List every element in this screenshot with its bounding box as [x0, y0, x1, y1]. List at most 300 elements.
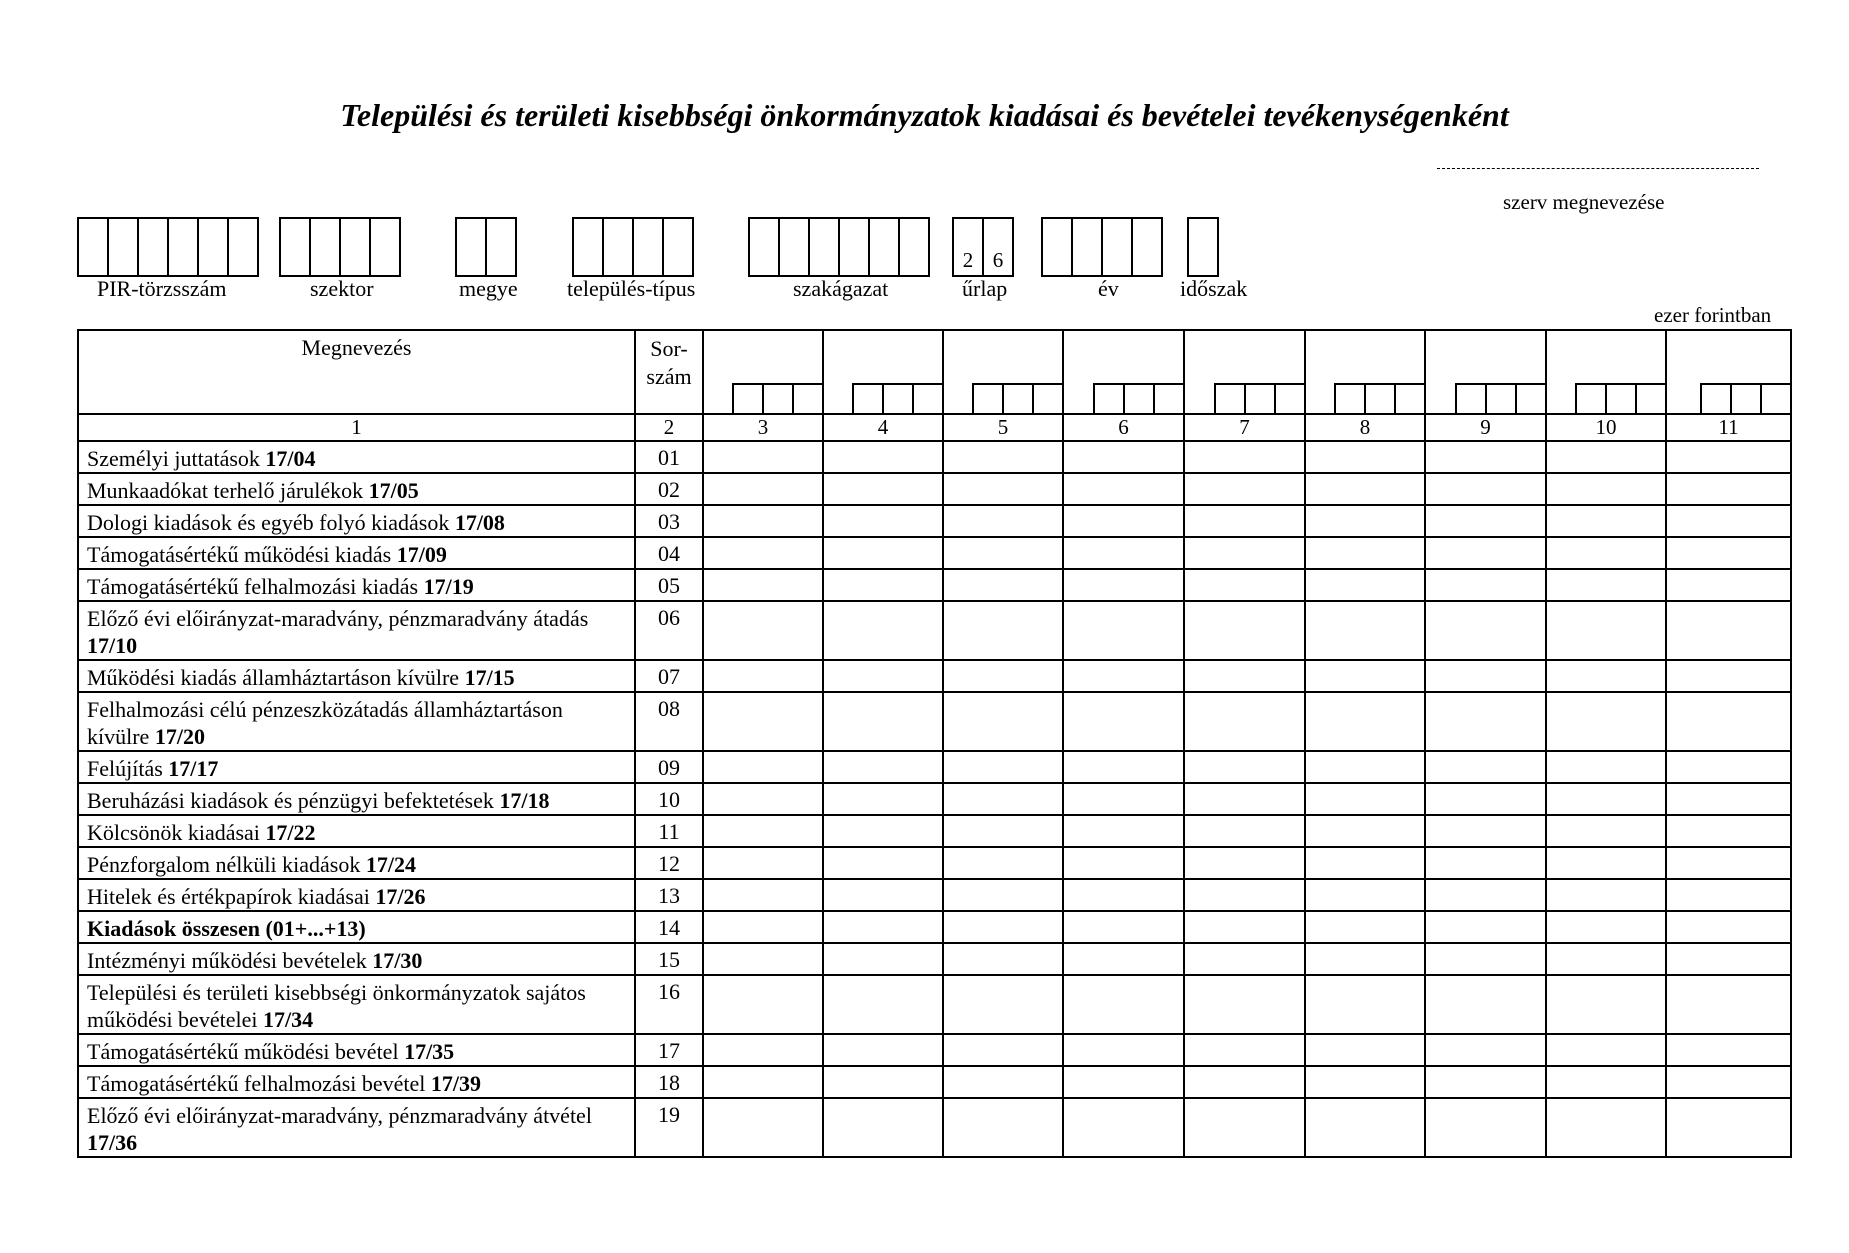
col-number: 4 [823, 414, 943, 441]
value-cell[interactable] [943, 441, 1063, 473]
row-label [78, 473, 635, 505]
telepules-label: település-típus [567, 276, 696, 301]
value-cell[interactable] [943, 660, 1063, 692]
data-table [77, 329, 1792, 1158]
value-cell[interactable] [703, 1066, 823, 1098]
col-number: 2 [635, 414, 703, 441]
header-sorszam [635, 330, 703, 414]
szektor-label: szektor [310, 276, 374, 301]
value-cell[interactable] [1425, 473, 1546, 505]
value-cell[interactable] [943, 815, 1063, 847]
row-ref: 17/24 [365, 852, 416, 877]
row-text: Személyi juttatások [87, 446, 266, 471]
urlap-label: űrlap [962, 276, 1008, 301]
table-row [78, 943, 1791, 975]
value-cell[interactable] [703, 879, 823, 911]
value-cell[interactable] [1425, 537, 1546, 569]
value-cell[interactable] [823, 569, 943, 601]
table-row [78, 1034, 1791, 1066]
value-cell[interactable] [823, 975, 943, 1034]
header-col-10[interactable] [1546, 330, 1666, 414]
row-text: Beruházási kiadások és pénzügyi befektetések [87, 788, 500, 813]
value-cell[interactable] [703, 660, 823, 692]
value-cell[interactable] [1063, 537, 1184, 569]
value-cell[interactable] [1666, 473, 1791, 505]
value-cell[interactable] [703, 601, 823, 660]
col-number: 11 [1666, 414, 1791, 441]
value-cell[interactable] [943, 943, 1063, 975]
urlap-boxes [952, 217, 1014, 277]
header-col-9[interactable] [1425, 330, 1546, 414]
value-cell[interactable] [1666, 847, 1791, 879]
unit-label: ezer forintban [1654, 303, 1772, 327]
value-cell[interactable] [703, 692, 823, 751]
page-title: Települési és területi kisebbségi önkormányzatok kiadásai és bevételei tevékenységenként [340, 97, 1509, 133]
value-cell[interactable] [943, 1066, 1063, 1098]
value-cell[interactable] [1425, 692, 1546, 751]
row-number: 06 [635, 601, 703, 660]
row-text: Előző évi előirányzat-maradvány, pénzmaradvány átadás [87, 606, 589, 631]
value-cell[interactable] [823, 879, 943, 911]
value-cell[interactable] [1184, 975, 1305, 1034]
value-cell[interactable] [1546, 975, 1666, 1034]
value-cell[interactable] [1666, 441, 1791, 473]
value-cell[interactable] [1425, 815, 1546, 847]
row-ref: 17/20 [154, 724, 205, 749]
row-ref: Kiadások összesen (01+...+13) [87, 916, 366, 941]
value-cell[interactable] [1305, 537, 1425, 569]
value-cell[interactable] [1666, 505, 1791, 537]
row-ref: 17/18 [499, 788, 550, 813]
table-row [78, 975, 1791, 1034]
col-number: 7 [1184, 414, 1305, 441]
value-cell[interactable] [823, 751, 943, 783]
szektor-boxes[interactable] [279, 217, 401, 277]
header-col-7[interactable] [1184, 330, 1305, 414]
value-cell[interactable] [1546, 1066, 1666, 1098]
value-cell[interactable] [1184, 660, 1305, 692]
header-col-4[interactable] [823, 330, 943, 414]
value-cell[interactable] [1184, 783, 1305, 815]
value-cell[interactable] [1063, 879, 1184, 911]
value-cell[interactable] [1063, 1066, 1184, 1098]
telepules-boxes[interactable] [572, 217, 694, 277]
value-cell[interactable] [1546, 569, 1666, 601]
value-cell[interactable] [1666, 751, 1791, 783]
value-cell[interactable] [1666, 692, 1791, 751]
value-cell[interactable] [1666, 975, 1791, 1034]
row-number: 09 [635, 751, 703, 783]
row-number: 15 [635, 943, 703, 975]
value-cell[interactable] [1063, 783, 1184, 815]
row-ref: 17/10 [87, 633, 138, 658]
row-label [78, 879, 635, 911]
row-ref: 17/19 [423, 574, 474, 599]
value-cell[interactable] [1425, 660, 1546, 692]
row-text: Dologi kiadások és egyéb folyó kiadások [87, 510, 455, 535]
value-cell[interactable] [1425, 783, 1546, 815]
value-cell[interactable] [1546, 1098, 1666, 1157]
value-cell[interactable] [1425, 441, 1546, 473]
org-name-line [1437, 168, 1759, 169]
urlap-digit: 2 [962, 248, 974, 272]
row-text: Munkaadókat terhelő járulékok [87, 478, 369, 503]
row-text: Támogatásértékű felhalmozási kiadás [87, 574, 424, 599]
value-cell[interactable] [1425, 975, 1546, 1034]
header-sor-line1: Sor- [650, 336, 688, 361]
row-text: Kölcsönök kiadásai [87, 820, 266, 845]
value-cell[interactable] [1546, 692, 1666, 751]
value-cell[interactable] [703, 505, 823, 537]
value-cell[interactable] [703, 751, 823, 783]
value-cell[interactable] [943, 537, 1063, 569]
header-row [78, 330, 1791, 414]
value-cell[interactable] [1063, 660, 1184, 692]
value-cell[interactable] [1184, 441, 1305, 473]
urlap-digit: 6 [992, 248, 1004, 272]
value-cell[interactable] [1184, 1034, 1305, 1066]
table-row [78, 537, 1791, 569]
row-label [78, 975, 635, 1034]
value-cell[interactable] [1184, 815, 1305, 847]
value-cell[interactable] [1425, 1066, 1546, 1098]
value-cell[interactable] [1666, 1098, 1791, 1157]
value-cell[interactable] [1666, 569, 1791, 601]
value-cell[interactable] [703, 943, 823, 975]
header-col-8[interactable] [1305, 330, 1425, 414]
row-ref: 17/30 [372, 948, 423, 973]
value-cell[interactable] [1546, 815, 1666, 847]
value-cell[interactable] [1546, 847, 1666, 879]
value-cell[interactable] [1425, 1034, 1546, 1066]
value-cell[interactable] [703, 1098, 823, 1157]
value-cell[interactable] [1184, 692, 1305, 751]
value-cell[interactable] [1063, 911, 1184, 943]
value-cell[interactable] [1546, 751, 1666, 783]
row-label [78, 601, 635, 660]
value-cell[interactable] [1305, 943, 1425, 975]
row-text: Támogatásértékű felhalmozási bevétel [87, 1071, 431, 1096]
idoszak-boxes[interactable] [1187, 217, 1219, 277]
value-cell[interactable] [703, 911, 823, 943]
header-sor-line2: szám [646, 364, 692, 389]
value-cell[interactable] [703, 815, 823, 847]
row-label [78, 1098, 635, 1157]
value-cell[interactable] [823, 505, 943, 537]
row-ref: 17/36 [87, 1130, 138, 1155]
value-cell[interactable] [823, 911, 943, 943]
value-cell[interactable] [823, 815, 943, 847]
value-cell[interactable] [1063, 569, 1184, 601]
row-number: 02 [635, 473, 703, 505]
row-ref: 17/35 [404, 1039, 455, 1064]
row-ref: 17/17 [168, 756, 219, 781]
value-cell[interactable] [1425, 943, 1546, 975]
row-label [78, 441, 635, 473]
value-cell[interactable] [1666, 879, 1791, 911]
table-row [78, 847, 1791, 879]
value-cell[interactable] [823, 1066, 943, 1098]
value-cell[interactable] [1305, 1034, 1425, 1066]
value-cell[interactable] [1305, 847, 1425, 879]
value-cell[interactable] [1184, 569, 1305, 601]
value-cell[interactable] [823, 943, 943, 975]
value-cell[interactable] [1305, 1066, 1425, 1098]
value-cell[interactable] [703, 1034, 823, 1066]
value-cell[interactable] [1063, 847, 1184, 879]
value-cell[interactable] [1546, 473, 1666, 505]
value-cell[interactable] [1184, 1098, 1305, 1157]
value-cell[interactable] [1546, 1034, 1666, 1066]
value-cell[interactable] [943, 505, 1063, 537]
value-cell[interactable] [1305, 783, 1425, 815]
row-number: 08 [635, 692, 703, 751]
row-text: Felújítás [87, 756, 169, 781]
value-cell[interactable] [1546, 505, 1666, 537]
row-text: Települési és területi kisebbségi önkormányzatok sajátos működési bevételei [87, 980, 586, 1032]
table-row [78, 660, 1791, 692]
value-cell[interactable] [943, 751, 1063, 783]
value-cell[interactable] [1666, 943, 1791, 975]
row-ref: 17/26 [375, 884, 426, 909]
value-cell[interactable] [1305, 879, 1425, 911]
value-cell[interactable] [703, 537, 823, 569]
value-cell[interactable] [1063, 943, 1184, 975]
ev-label: év [1098, 276, 1119, 301]
value-cell[interactable] [943, 692, 1063, 751]
ev-boxes[interactable] [1041, 217, 1163, 277]
value-cell[interactable] [1305, 441, 1425, 473]
value-cell[interactable] [1425, 879, 1546, 911]
value-cell[interactable] [1666, 815, 1791, 847]
col-number: 8 [1305, 414, 1425, 441]
value-cell[interactable] [1305, 692, 1425, 751]
value-cell[interactable] [823, 441, 943, 473]
value-cell[interactable] [943, 473, 1063, 505]
value-cell[interactable] [1063, 975, 1184, 1034]
col-number: 1 [78, 414, 635, 441]
row-number: 13 [635, 879, 703, 911]
org-name-label: szerv megnevezése [1503, 190, 1665, 214]
value-cell[interactable] [1546, 537, 1666, 569]
value-cell[interactable] [1063, 473, 1184, 505]
value-cell[interactable] [1546, 441, 1666, 473]
value-cell[interactable] [703, 473, 823, 505]
value-cell[interactable] [1305, 601, 1425, 660]
row-number: 05 [635, 569, 703, 601]
row-label [78, 943, 635, 975]
col-number: 9 [1425, 414, 1546, 441]
value-cell[interactable] [1666, 537, 1791, 569]
szakagazat-boxes[interactable] [748, 217, 930, 277]
row-text: Felhalmozási célú pénzeszközátadás államháztartáson kívülre [87, 697, 563, 749]
row-number: 12 [635, 847, 703, 879]
value-cell[interactable] [1063, 692, 1184, 751]
pir-label: PIR-törzsszám [97, 276, 227, 301]
value-cell[interactable] [1184, 537, 1305, 569]
value-cell[interactable] [1425, 751, 1546, 783]
value-cell[interactable] [1063, 441, 1184, 473]
value-cell[interactable] [1305, 473, 1425, 505]
col-number: 6 [1063, 414, 1184, 441]
value-cell[interactable] [823, 847, 943, 879]
value-cell[interactable] [1546, 911, 1666, 943]
value-cell[interactable] [1546, 660, 1666, 692]
value-cell[interactable] [703, 441, 823, 473]
row-number: 04 [635, 537, 703, 569]
row-number: 17 [635, 1034, 703, 1066]
value-cell[interactable] [1305, 975, 1425, 1034]
megye-boxes[interactable] [455, 217, 517, 277]
value-cell[interactable] [943, 911, 1063, 943]
row-ref: 17/05 [368, 478, 419, 503]
value-cell[interactable] [943, 1034, 1063, 1066]
value-cell[interactable] [1184, 879, 1305, 911]
value-cell[interactable] [703, 975, 823, 1034]
value-cell[interactable] [1546, 783, 1666, 815]
row-ref: 17/39 [430, 1071, 482, 1096]
idoszak-label: időszak [1180, 276, 1248, 301]
table-row [78, 692, 1791, 751]
row-text: Támogatásértékű működési bevétel [87, 1039, 405, 1064]
col-number: 5 [943, 414, 1063, 441]
row-ref: 17/22 [265, 820, 316, 845]
row-label [78, 815, 635, 847]
header-col-5[interactable] [943, 330, 1063, 414]
row-ref: 17/15 [464, 665, 515, 690]
value-cell[interactable] [1425, 911, 1546, 943]
value-cell[interactable] [1666, 660, 1791, 692]
column-number-row [78, 414, 1791, 441]
value-cell[interactable] [1184, 1066, 1305, 1098]
row-ref: 17/34 [262, 1007, 314, 1032]
row-text: Támogatásértékű működési kiadás [87, 542, 397, 567]
value-cell[interactable] [1425, 1098, 1546, 1157]
value-cell[interactable] [1184, 473, 1305, 505]
row-label [78, 1034, 635, 1066]
value-cell[interactable] [943, 601, 1063, 660]
value-cell[interactable] [1063, 1034, 1184, 1066]
col-number: 10 [1546, 414, 1666, 441]
value-cell[interactable] [703, 847, 823, 879]
table-row [78, 505, 1791, 537]
value-cell[interactable] [1305, 1098, 1425, 1157]
row-text: Hitelek és értékpapírok kiadásai [87, 884, 376, 909]
pir-boxes[interactable] [77, 217, 259, 277]
table-row [78, 569, 1791, 601]
megye-label: megye [459, 276, 518, 301]
table-row [78, 1098, 1791, 1157]
value-cell[interactable] [943, 569, 1063, 601]
header-col-3[interactable] [703, 330, 823, 414]
header-name: Megnevezés [78, 330, 635, 414]
table-row [78, 783, 1791, 815]
row-number: 11 [635, 815, 703, 847]
value-cell[interactable] [823, 692, 943, 751]
row-text: Előző évi előirányzat-maradvány, pénzmaradvány átvétel [87, 1103, 592, 1128]
value-cell[interactable] [1305, 660, 1425, 692]
value-cell[interactable] [1184, 847, 1305, 879]
value-cell[interactable] [1184, 943, 1305, 975]
value-cell[interactable] [1666, 601, 1791, 660]
value-cell[interactable] [1063, 1098, 1184, 1157]
value-cell[interactable] [1184, 751, 1305, 783]
value-cell[interactable] [1305, 815, 1425, 847]
value-cell[interactable] [1305, 751, 1425, 783]
value-cell[interactable] [943, 975, 1063, 1034]
value-cell[interactable] [943, 879, 1063, 911]
header-col-11[interactable] [1666, 330, 1791, 414]
value-cell[interactable] [943, 1098, 1063, 1157]
row-label [78, 1066, 635, 1098]
row-number: 14 [635, 911, 703, 943]
row-text: Működési kiadás államháztartáson kívülre [87, 665, 465, 690]
value-cell[interactable] [943, 783, 1063, 815]
table-row [78, 441, 1791, 473]
value-cell[interactable] [1546, 601, 1666, 660]
value-cell[interactable] [823, 1034, 943, 1066]
value-cell[interactable] [1063, 601, 1184, 660]
value-cell[interactable] [1546, 879, 1666, 911]
value-cell[interactable] [823, 537, 943, 569]
value-cell[interactable] [1546, 943, 1666, 975]
row-ref: 17/08 [454, 510, 505, 535]
row-label [78, 537, 635, 569]
row-label [78, 692, 635, 751]
value-cell[interactable] [1305, 911, 1425, 943]
value-cell[interactable] [1305, 505, 1425, 537]
row-label [78, 783, 635, 815]
table-row [78, 815, 1791, 847]
value-cell[interactable] [703, 783, 823, 815]
value-cell[interactable] [943, 847, 1063, 879]
value-cell[interactable] [1184, 601, 1305, 660]
value-cell[interactable] [703, 569, 823, 601]
value-cell[interactable] [1063, 751, 1184, 783]
value-cell[interactable] [823, 473, 943, 505]
table-row [78, 879, 1791, 911]
row-number: 19 [635, 1098, 703, 1157]
value-cell[interactable] [823, 601, 943, 660]
row-label [78, 751, 635, 783]
value-cell[interactable] [1425, 505, 1546, 537]
value-cell[interactable] [1184, 911, 1305, 943]
header-col-6[interactable] [1063, 330, 1184, 414]
row-number: 18 [635, 1066, 703, 1098]
value-cell[interactable] [1063, 505, 1184, 537]
value-cell[interactable] [823, 660, 943, 692]
value-cell[interactable] [1425, 569, 1546, 601]
value-cell[interactable] [1305, 569, 1425, 601]
row-label [78, 911, 635, 943]
value-cell[interactable] [823, 783, 943, 815]
row-number: 10 [635, 783, 703, 815]
value-cell[interactable] [1666, 1034, 1791, 1066]
value-cell[interactable] [1184, 505, 1305, 537]
value-cell[interactable] [1666, 1066, 1791, 1098]
table-row [78, 473, 1791, 505]
value-cell[interactable] [823, 1098, 943, 1157]
value-cell[interactable] [1666, 783, 1791, 815]
table-row [78, 1066, 1791, 1098]
row-label [78, 505, 635, 537]
row-text: Pénzforgalom nélküli kiadások [87, 852, 366, 877]
value-cell[interactable] [1425, 847, 1546, 879]
value-cell[interactable] [1425, 601, 1546, 660]
value-cell[interactable] [1063, 815, 1184, 847]
value-cell[interactable] [1666, 911, 1791, 943]
row-number: 01 [635, 441, 703, 473]
